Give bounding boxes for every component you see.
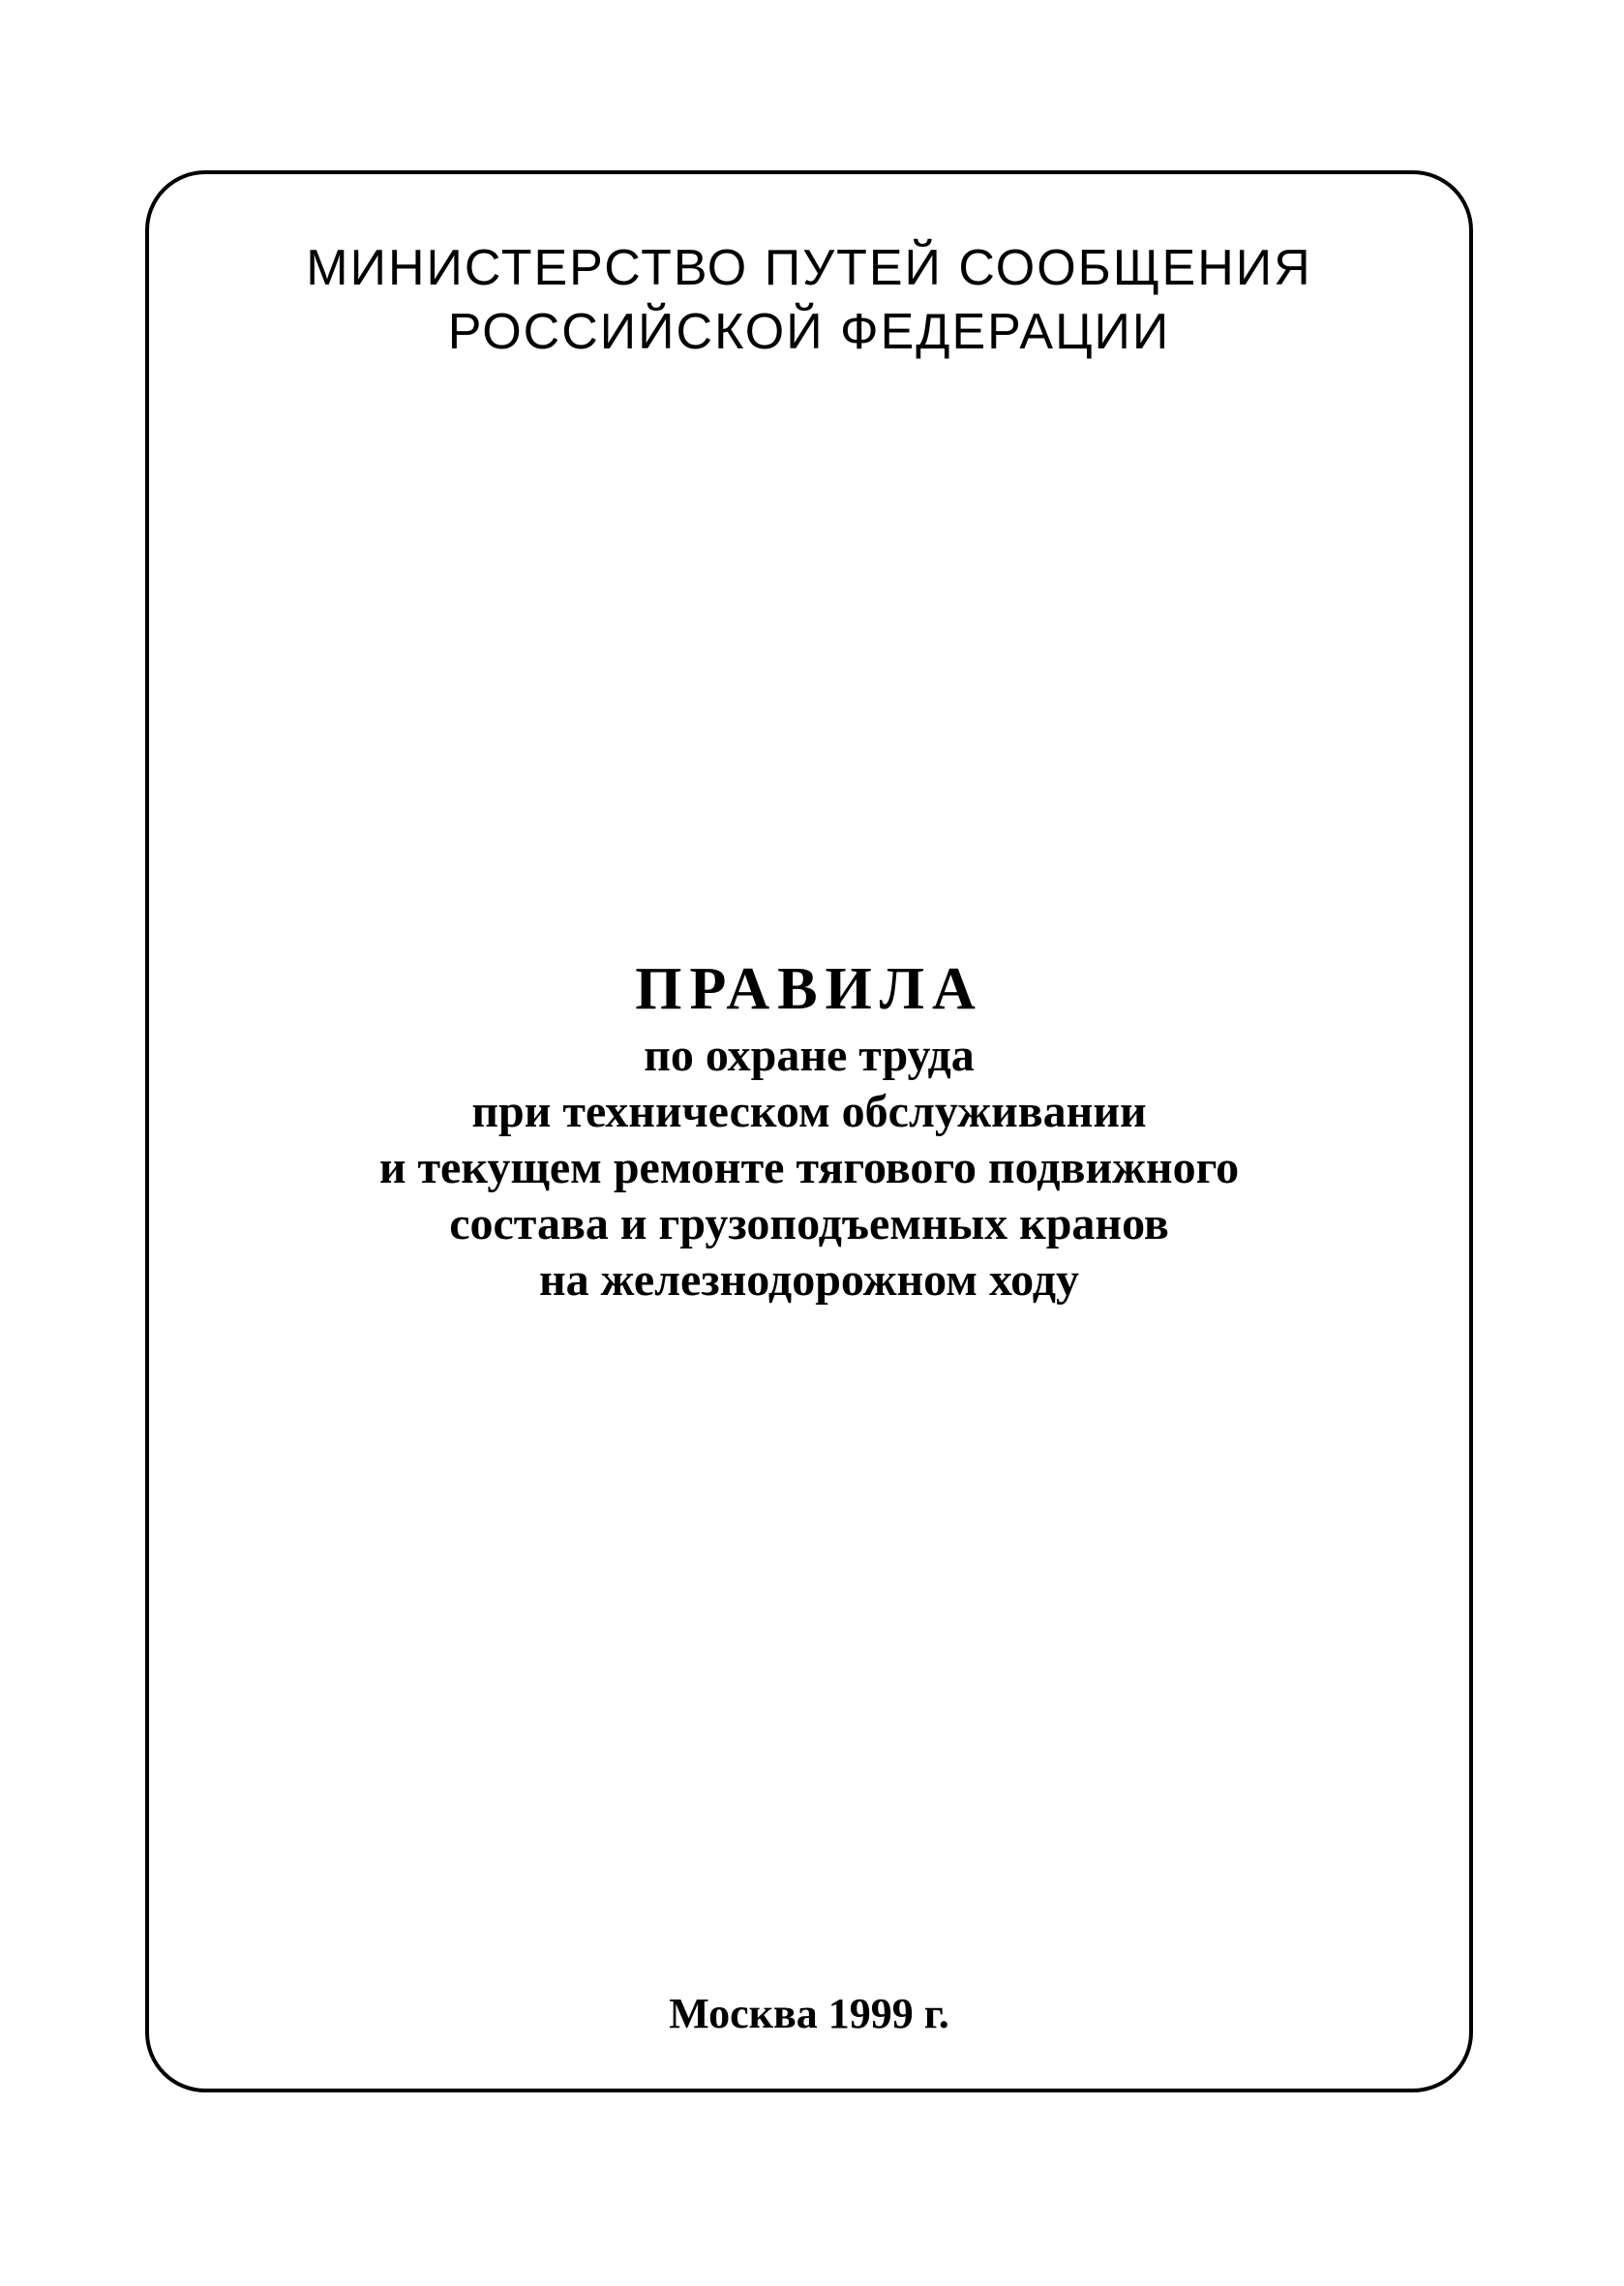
place-year: Москва 1999 г. bbox=[669, 1990, 949, 2037]
subtitle-line-4: состава и грузоподъемных кранов bbox=[449, 1198, 1169, 1249]
document-title: ПРАВИЛА bbox=[635, 956, 983, 1022]
ministry-line-2: РОССИЙСКОЙ ФЕДЕРАЦИИ bbox=[447, 304, 1171, 360]
subtitle-line-2: при техническом обслуживании bbox=[471, 1086, 1147, 1137]
document-subtitle bbox=[145, 1028, 1473, 1308]
title-block bbox=[145, 954, 1473, 1308]
subtitle-line-1: по охране труда bbox=[644, 1030, 975, 1081]
ministry-header bbox=[145, 236, 1473, 364]
subtitle-line-5: на железнодорожном ходу bbox=[538, 1254, 1080, 1306]
subtitle-line-3: и текущем ремонте тягового подвижного bbox=[378, 1142, 1240, 1193]
ministry-line-1: МИНИСТЕРСТВО ПУТЕЙ СООБЩЕНИЯ bbox=[306, 240, 1312, 296]
